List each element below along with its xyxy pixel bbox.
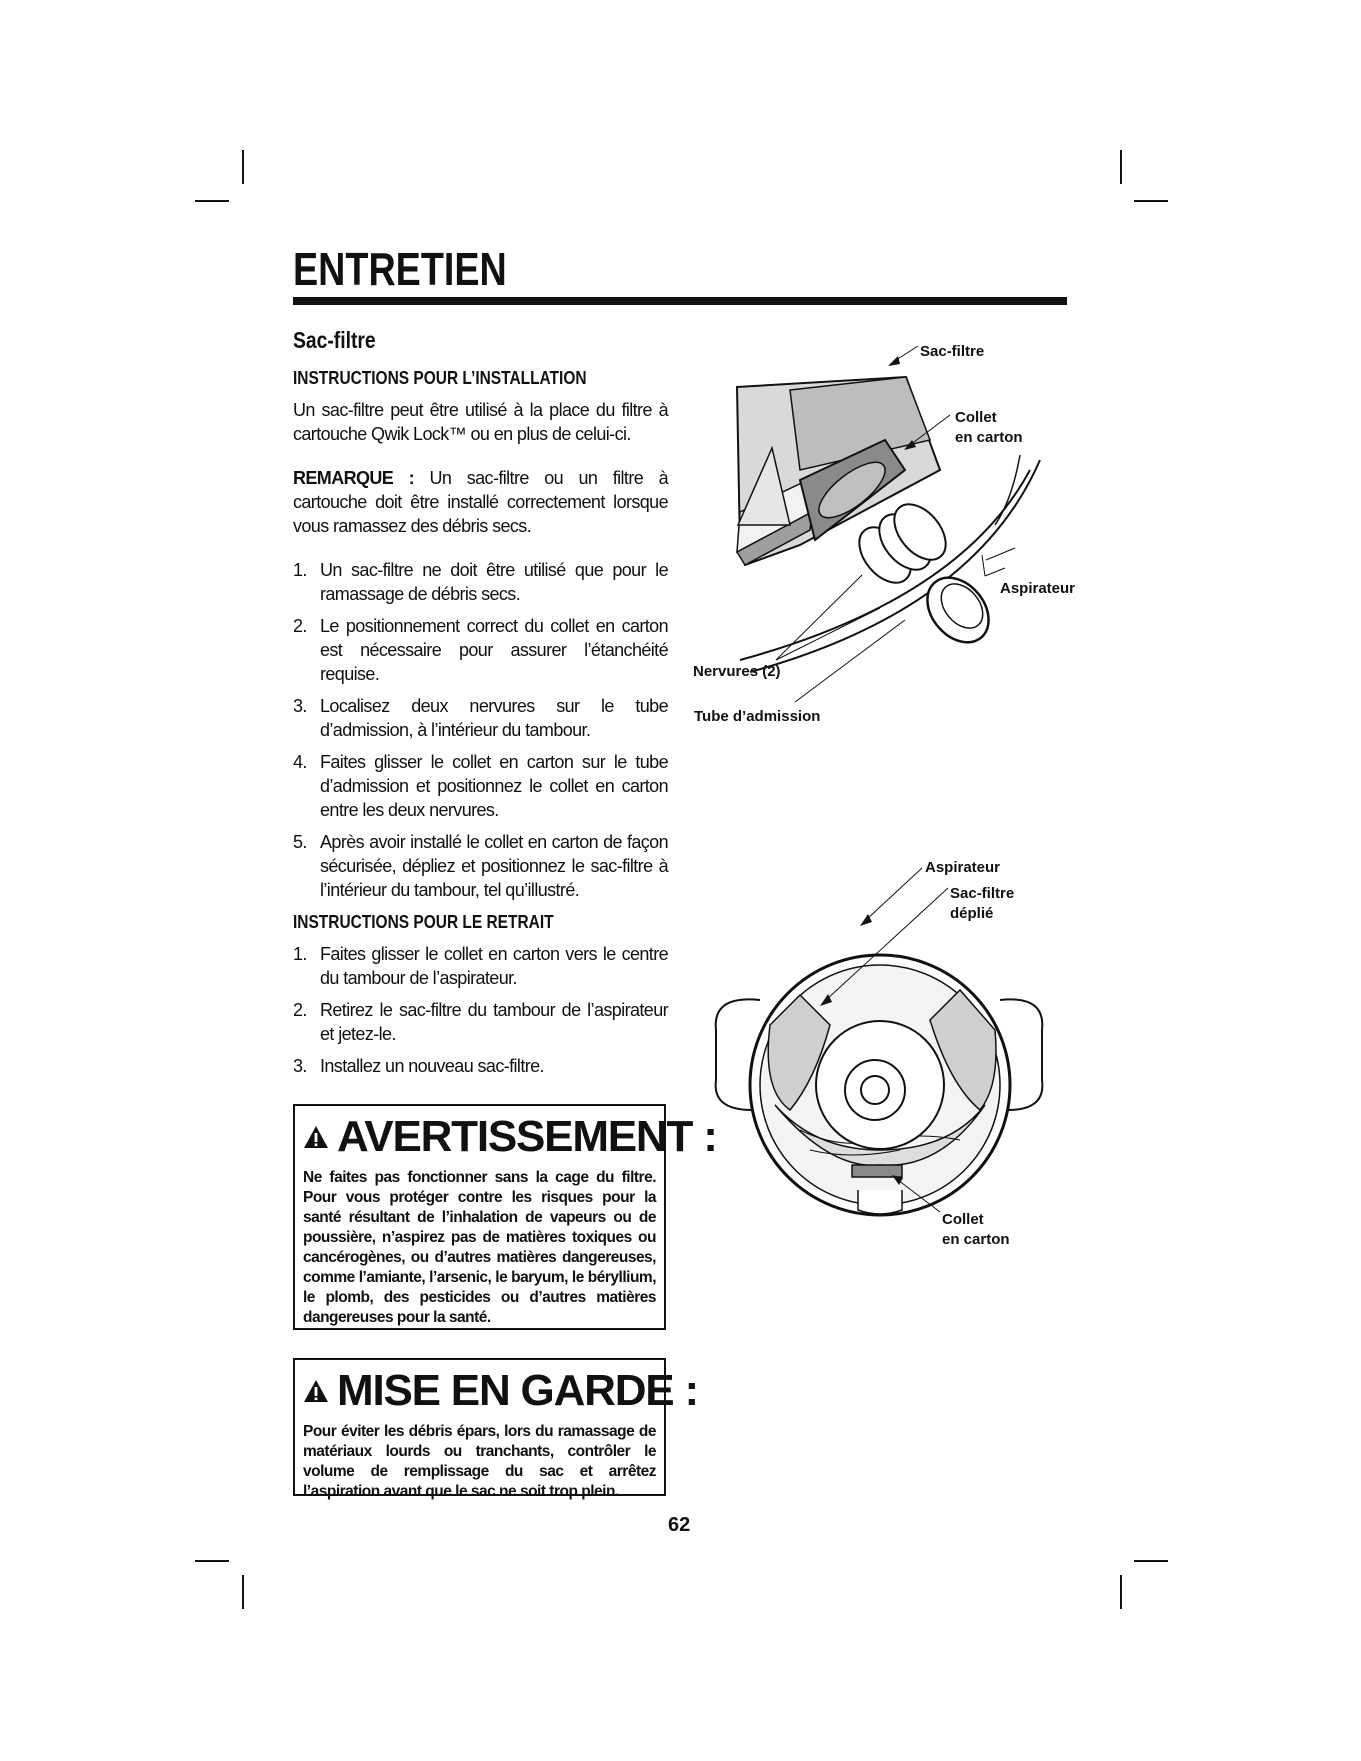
warning-title [303,1112,717,1161]
caution-text: Pour éviter les débris épars, lors du ramassage de matériaux lourds ou tranchants, contrôler le volume de remplissage du sac et arrêtez l’aspiration avant que le sac ne soit trop plein. [303,1423,656,1500]
crop-mark [242,1575,244,1609]
text-column [293,326,668,1086]
crop-mark [1120,1575,1122,1609]
label-aspirateur-2: Aspirateur [925,859,1001,876]
warning-triangle-icon [303,1379,329,1403]
intro-paragraph: Un sac-filtre peut être utilisé à la place du filtre à cartouche Qwik Lock™ ou en plus de celui-ci. [293,400,668,444]
caution-title [303,1366,698,1415]
removal-steps [293,942,668,1078]
warning-text: Ne faites pas fonctionner sans la cage du filtre. Pour vous protéger contre les risques pour la santé résultant de l’inhalation de vapeurs ou de poussière, n’aspirez pas de matières toxiques ou cancérogènes, ou d’autres matières dangereuses, comme l’amiante, l’arsenic, le baryum, le béryllium, le plomb, des pesticides ou d’autres matières dangereuses pour la santé. [303,1169,656,1326]
warning-title-text: AVERTISSEMENT : [337,1112,717,1161]
warning-box [293,1104,717,1330]
list-item [293,750,668,822]
note-text: Un sac-filtre ou un filtre à cartouche doit être installé correctement lorsque vous ramassez des débris secs. [293,468,668,536]
step-number: 2. [293,1000,307,1020]
page-number: 62 [668,1514,691,1536]
section-title: ENTRETIEN [293,243,507,295]
step-number: 3. [293,1056,307,1076]
label-aspirateur: Aspirateur [1000,580,1076,597]
step-text: Un sac-filtre ne doit être utilisé que pour le ramassage de débris secs. [320,560,668,604]
title-rule [293,297,1067,305]
list-item [293,998,668,1046]
note-label: REMARQUE : [293,468,415,488]
intake-tube [849,495,1001,655]
list-item [293,694,668,742]
caution-box [293,1358,698,1500]
label-collet-2: en carton [955,429,1023,446]
step-number: 2. [293,616,307,636]
label-sac-deplie-1: Sac-filtre [950,885,1015,902]
crop-mark [1120,150,1122,184]
note-paragraph [293,466,668,538]
label-collet-b1: Collet [942,1211,984,1228]
step-text: Retirez le sac-filtre du tambour de l’aspirateur et jetez-le. [320,1000,668,1044]
step-number: 4. [293,752,307,772]
crop-mark [195,1560,229,1562]
step-text: Le positionnement correct du collet en carton est nécessaire pour assurer l’étanchéité requise. [320,616,668,684]
caution-title-text: MISE EN GARDE : [337,1366,698,1415]
figure-bag-in-drum [700,850,1100,1260]
label-collet-1: Collet [955,409,997,426]
step-text: Installez un nouveau sac-filtre. [320,1056,544,1076]
crop-mark [195,200,229,202]
label-tube: Tube d’admission [694,708,821,725]
figure-bag-installation [680,330,1100,730]
removal-heading: INSTRUCTIONS POUR LE RETRAIT [293,912,554,932]
step-number: 5. [293,832,307,852]
list-item [293,830,668,902]
crop-mark [1134,1560,1168,1562]
label-sac-filtre: Sac-filtre [920,343,985,360]
list-item [293,942,668,990]
label-collet-b2: en carton [942,1231,1010,1248]
step-text: Localisez deux nervures sur le tube d’admission, à l’intérieur du tambour. [320,696,668,740]
label-sac-deplie-2: déplié [950,905,994,922]
warning-triangle-icon [303,1125,329,1149]
step-number: 1. [293,560,307,580]
list-item [293,558,668,606]
crop-mark [242,150,244,184]
crop-mark [1134,200,1168,202]
heading-sac-filtre: Sac-filtre [293,327,376,353]
step-text: Faites glisser le collet en carton vers le centre du tambour de l’aspirateur. [320,944,668,988]
label-nervures: Nervures (2) [693,663,781,680]
step-text: Faites glisser le collet en carton sur le tube d’admission et positionnez le collet en carton entre les deux nervures. [320,752,668,820]
install-steps [293,558,668,902]
list-item [293,1054,668,1078]
list-item [293,614,668,686]
step-number: 1. [293,944,307,964]
step-text: Après avoir installé le collet en carton de façon sécurisée, dépliez et positionnez le sac-filtre à l’intérieur du tambour, tel qu’illustré. [320,832,668,900]
install-heading: INSTRUCTIONS POUR L’INSTALLATION [293,368,587,388]
step-number: 3. [293,696,307,716]
